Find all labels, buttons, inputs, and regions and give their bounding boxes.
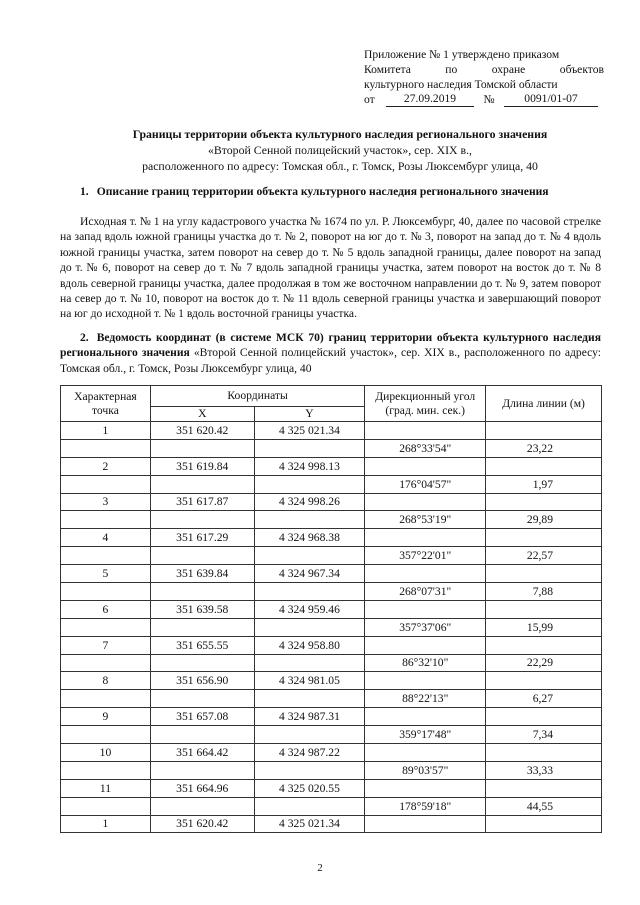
document-title: [60, 126, 620, 174]
section-1-heading-text: Описание границ территории объекта культурного наследия регионального значения: [96, 185, 549, 198]
segment-angle: 357°37'06": [365, 618, 486, 636]
appendix-line-1: Приложение № 1 утверждено приказом: [364, 48, 560, 61]
empty-cell: [486, 636, 602, 654]
segment-angle: 86°32'10": [365, 654, 486, 672]
segment-angle: 268°53'19": [365, 511, 486, 529]
empty-cell: [254, 475, 365, 493]
empty-cell: [254, 726, 365, 744]
point-x: 351 620.42: [150, 815, 254, 833]
empty-cell: [61, 583, 151, 601]
empty-cell: [486, 600, 602, 618]
empty-cell: [61, 690, 151, 708]
empty-cell: [486, 565, 602, 583]
segment-length: 29,89: [486, 511, 602, 529]
empty-cell: [150, 761, 254, 779]
point-row: [61, 744, 602, 762]
appendix-date-line: [364, 92, 604, 107]
empty-cell: [150, 511, 254, 529]
point-y: 4 324 998.26: [254, 493, 365, 511]
section-1-number: 1.: [80, 185, 89, 198]
empty-cell: [254, 797, 365, 815]
section-1-text: Исходная т. № 1 на углу кадастрового участка № 1674 по ул. Р. Люксембург, 40, далее по часовой стрелке на запад вдоль южной границы участка до т. № 2, поворот на юг до т. № 3, поворот на запад до т. № 4 вдоль южной границы участка, затем поворот на север до т. № 5 вдоль западной границы, далее поворот на запад до т. № 6, поворот на север до т. № 7 вдоль западной границы участка, затем поворот на восток до т. № 8 вдоль северной границы участка, далее продолжая в том же восточном направлении до т. № 9, затем поворот на север до т. № 10, поворот на восток до т. № 11 вдоль северной границы участка и завершающий поворот на юг до исходной т. № 1 вдоль восточной границы участка.: [60, 215, 601, 321]
empty-cell: [254, 761, 365, 779]
empty-cell: [61, 726, 151, 744]
point-row: [61, 815, 602, 833]
empty-cell: [365, 493, 486, 511]
title-line-1: Границы территории объекта культурного наследия регионального значения: [132, 127, 548, 141]
segment-row: [61, 797, 602, 815]
point-x: 351 620.42: [150, 422, 254, 440]
point-row: [61, 422, 602, 440]
segment-length: 6,27: [486, 690, 602, 708]
point-number: 7: [61, 636, 151, 654]
segment-row: [61, 654, 602, 672]
order-date: 27.09.2019: [386, 92, 474, 107]
section-2-heading: [60, 330, 601, 376]
section-2-heading-text: Ведомость координат (в системе МСК 70) границ территории объекта культурного наследия регионального значения: [60, 331, 601, 360]
point-x: 351 617.87: [150, 493, 254, 511]
empty-cell: [61, 547, 151, 565]
empty-cell: [150, 439, 254, 457]
point-number: 1: [61, 815, 151, 833]
empty-cell: [254, 511, 365, 529]
empty-cell: [254, 618, 365, 636]
segment-row: [61, 690, 602, 708]
empty-cell: [61, 439, 151, 457]
segment-row: [61, 583, 602, 601]
appendix-word: по: [445, 63, 458, 76]
point-x: 351 639.58: [150, 600, 254, 618]
empty-cell: [150, 547, 254, 565]
empty-cell: [365, 779, 486, 797]
point-y: 4 324 981.05: [254, 672, 365, 690]
header-angle: Дирекционный угол (град. мин. сек.): [365, 386, 486, 422]
segment-length: 1,97: [486, 475, 602, 493]
empty-cell: [365, 708, 486, 726]
header-length: Длина линии (м): [486, 386, 602, 422]
segment-angle: 359°17'48": [365, 726, 486, 744]
point-x: 351 656.90: [150, 672, 254, 690]
point-row: [61, 636, 602, 654]
point-x: 351 619.84: [150, 457, 254, 475]
point-number: 3: [61, 493, 151, 511]
segment-angle: 89°03'57": [365, 761, 486, 779]
point-y: 4 324 968.38: [254, 529, 365, 547]
point-y: 4 325 020.55: [254, 779, 365, 797]
title-line-3: расположенного по адресу: Томская обл., г. Томск, Розы Люксембург улица, 40: [142, 159, 538, 173]
empty-cell: [61, 475, 151, 493]
empty-cell: [486, 457, 602, 475]
segment-length: 23,22: [486, 439, 602, 457]
point-row: [61, 708, 602, 726]
section-1-heading: [60, 184, 601, 199]
order-number: 0091/01-07: [504, 92, 598, 107]
empty-cell: [486, 493, 602, 511]
empty-cell: [365, 600, 486, 618]
point-number: 2: [61, 457, 151, 475]
empty-cell: [150, 797, 254, 815]
point-y: 4 324 987.31: [254, 708, 365, 726]
point-row: [61, 457, 602, 475]
empty-cell: [365, 636, 486, 654]
empty-cell: [486, 779, 602, 797]
segment-length: 22,57: [486, 547, 602, 565]
empty-cell: [486, 672, 602, 690]
empty-cell: [150, 618, 254, 636]
segment-row: [61, 547, 602, 565]
point-x: 351 617.29: [150, 529, 254, 547]
point-y: 4 325 021.34: [254, 422, 365, 440]
empty-cell: [254, 690, 365, 708]
empty-cell: [150, 726, 254, 744]
empty-cell: [486, 744, 602, 762]
segment-length: 22,29: [486, 654, 602, 672]
appendix-word: охране: [491, 63, 526, 76]
empty-cell: [254, 654, 365, 672]
empty-cell: [254, 547, 365, 565]
appendix-word: Комитета: [364, 63, 411, 76]
point-row: [61, 672, 602, 690]
point-y: 4 324 967.34: [254, 565, 365, 583]
empty-cell: [486, 529, 602, 547]
empty-cell: [486, 422, 602, 440]
point-number: 4: [61, 529, 151, 547]
empty-cell: [61, 654, 151, 672]
point-number: 8: [61, 672, 151, 690]
header-point: Характерная точка: [61, 386, 151, 422]
empty-cell: [486, 815, 602, 833]
segment-length: 33,33: [486, 761, 602, 779]
point-number: 1: [61, 422, 151, 440]
point-x: 351 655.55: [150, 636, 254, 654]
point-row: [61, 779, 602, 797]
page-number: 2: [317, 862, 323, 874]
point-number: 10: [61, 744, 151, 762]
point-y: 4 324 959.46: [254, 600, 365, 618]
section-2-text: «Второй Сенной полицейский участок», сер. XIX в., расположенного по адресу: Томская обл., г. Томск, Розы Люксембург улица, 40: [60, 346, 601, 375]
point-number: 5: [61, 565, 151, 583]
section-2-number: 2.: [80, 331, 89, 344]
appendix-word: объектов: [559, 63, 604, 76]
point-row: [61, 565, 602, 583]
point-y: 4 324 998.13: [254, 457, 365, 475]
segment-length: 44,55: [486, 797, 602, 815]
appendix-approval-block: [364, 47, 604, 107]
segment-angle: 268°07'31": [365, 583, 486, 601]
empty-cell: [365, 457, 486, 475]
segment-row: [61, 475, 602, 493]
empty-cell: [365, 815, 486, 833]
point-y: 4 324 958.80: [254, 636, 365, 654]
segment-row: [61, 726, 602, 744]
segment-angle: 88°22'13": [365, 690, 486, 708]
header-coordinates: Координаты: [150, 386, 364, 407]
point-x: 351 664.42: [150, 744, 254, 762]
point-row: [61, 600, 602, 618]
segment-row: [61, 761, 602, 779]
segment-length: 7,34: [486, 726, 602, 744]
from-label: от: [364, 93, 375, 106]
section-1-body: [60, 214, 601, 322]
segment-angle: 268°33'54": [365, 439, 486, 457]
empty-cell: [61, 761, 151, 779]
segment-row: [61, 439, 602, 457]
empty-cell: [365, 422, 486, 440]
point-number: 6: [61, 600, 151, 618]
segment-angle: 178°59'18": [365, 797, 486, 815]
empty-cell: [61, 797, 151, 815]
point-number: 11: [61, 779, 151, 797]
empty-cell: [486, 708, 602, 726]
point-row: [61, 529, 602, 547]
segment-row: [61, 618, 602, 636]
segment-angle: 176°04'57": [365, 475, 486, 493]
empty-cell: [150, 690, 254, 708]
header-x: X: [150, 407, 254, 422]
segment-length: 7,88: [486, 583, 602, 601]
point-y: 4 324 987.22: [254, 744, 365, 762]
point-x: 351 639.84: [150, 565, 254, 583]
empty-cell: [61, 618, 151, 636]
point-x: 351 657.08: [150, 708, 254, 726]
empty-cell: [254, 583, 365, 601]
point-x: 351 664.96: [150, 779, 254, 797]
segment-row: [61, 511, 602, 529]
empty-cell: [365, 565, 486, 583]
point-y: 4 325 021.34: [254, 815, 365, 833]
empty-cell: [365, 672, 486, 690]
empty-cell: [150, 583, 254, 601]
appendix-line-3: культурного наследия Томской области: [364, 78, 558, 91]
coordinates-table: [60, 385, 602, 833]
header-y: Y: [254, 407, 365, 422]
empty-cell: [365, 529, 486, 547]
appendix-line-2: [364, 62, 604, 77]
title-line-2: «Второй Сенной полицейский участок», сер. XIX в.,: [208, 143, 472, 157]
empty-cell: [150, 475, 254, 493]
number-label: №: [483, 93, 495, 106]
coordinates-table-body: [61, 422, 602, 833]
empty-cell: [150, 654, 254, 672]
segment-angle: 357°22'01": [365, 547, 486, 565]
empty-cell: [61, 511, 151, 529]
segment-length: 15,99: [486, 618, 602, 636]
point-number: 9: [61, 708, 151, 726]
empty-cell: [254, 439, 365, 457]
point-row: [61, 493, 602, 511]
empty-cell: [365, 744, 486, 762]
